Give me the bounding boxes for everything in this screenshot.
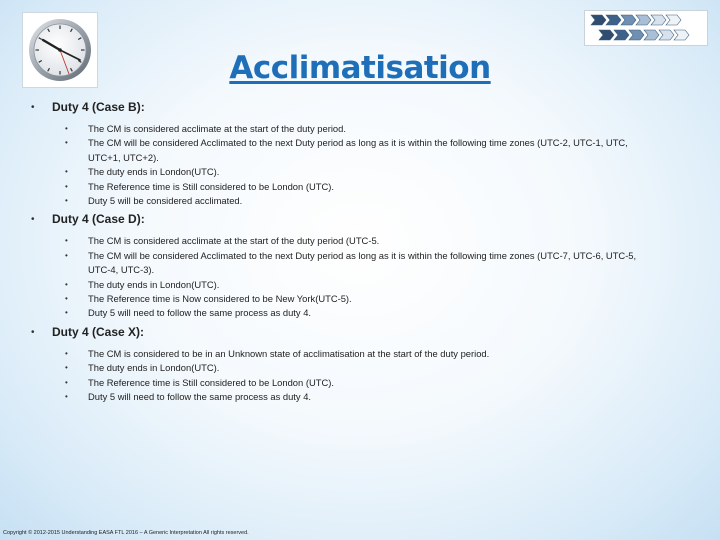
list-item: • The Reference time is Still considered to be London (UTC).: [65, 180, 334, 192]
list-item: • The duty ends in London(UTC).: [65, 278, 220, 290]
page-title: Acclimatisation: [229, 50, 491, 86]
chevron-arrows-icon: [584, 10, 708, 46]
list-item: • Duty 5 will be considered acclimated.: [65, 195, 243, 207]
section-heading: [0, 325, 720, 344]
section-heading: [0, 212, 720, 231]
list-item: • The Reference time is Still considered to be London (UTC).: [65, 376, 334, 388]
list-item: • The duty ends in London(UTC).: [65, 362, 220, 374]
bullet: •: [31, 326, 35, 338]
list-item: • The Reference time is Now considered to be New York(UTC-5).: [65, 293, 352, 305]
content: [0, 100, 720, 405]
list-item: • The CM is considered acclimate at the start of the duty period (UTC-5.: [65, 235, 380, 247]
section-heading-text: Duty 4 (Case D):: [52, 212, 145, 227]
list-item: • The CM is considered acclimate at the start of the duty period.: [65, 123, 346, 134]
section-case-b: [0, 100, 720, 208]
list-item: • Duty 5 will need to follow the same process as duty 4.: [65, 307, 312, 319]
copyright-footer: Copyright © 2012-2015 Understanding EASA FTL 2016 – A Generic Interpretation All rights reserved.: [3, 530, 249, 536]
bullet: •: [31, 102, 35, 113]
list-item: • The CM will be considered Acclimated to the next Duty period as long as it is within the following time zones (UTC-7, UTC-6, UTC-5, UTC-4, UTC-3).: [65, 249, 637, 276]
section-heading: [0, 100, 720, 119]
section-case-x: [0, 325, 720, 405]
list-item: • Duty 5 will need to follow the same process as duty 4.: [65, 391, 312, 403]
list-item: • The duty ends in London(UTC).: [65, 166, 220, 178]
list-item: • The CM will be considered Acclimated to the next Duty period as long as it is within the following time zones (UTC-2, UTC-1, UTC, UTC+1, UTC+2).: [65, 137, 628, 163]
bullet: •: [31, 214, 35, 226]
section-heading-text: Duty 4 (Case X):: [52, 324, 145, 339]
section-heading-text: Duty 4 (Case B):: [52, 100, 145, 114]
section-case-d: [0, 212, 720, 320]
list-item: • The CM is considered to be in an Unknown state of acclimatisation at the start of the duty period.: [65, 347, 490, 359]
